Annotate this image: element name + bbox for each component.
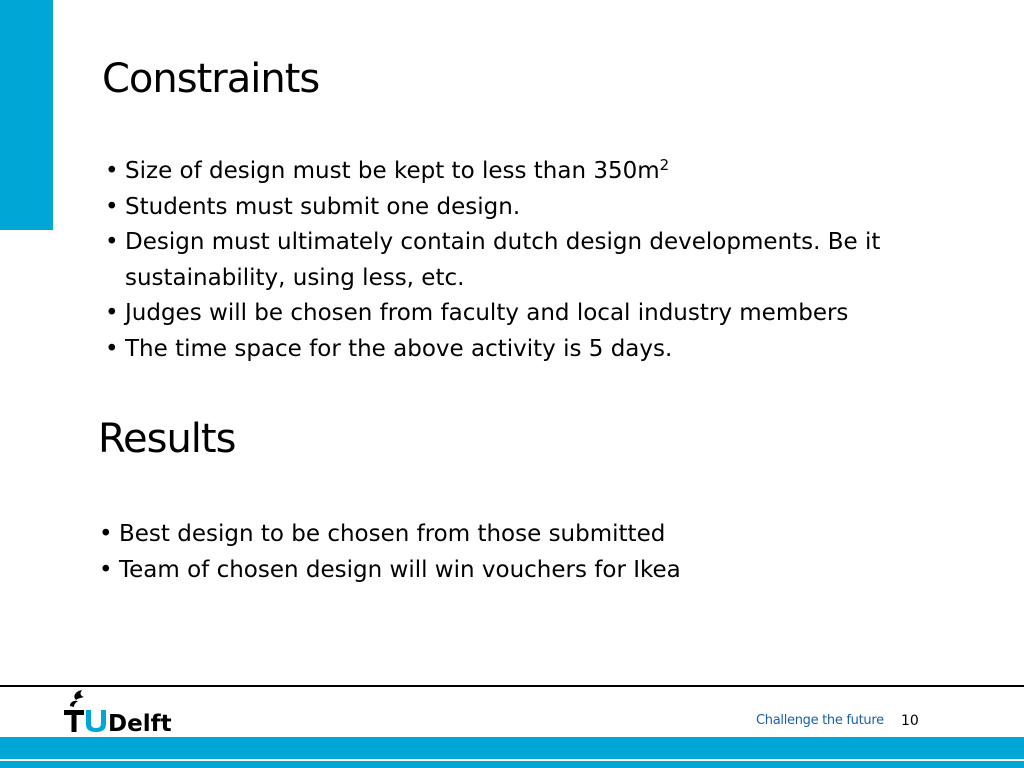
bullet-icon: • <box>99 521 113 547</box>
list-item-text: Best design to be chosen from those submitted <box>119 521 666 547</box>
constraints-title: Constraints <box>102 56 320 102</box>
list-item-text: The time space for the above activity is 5 days. <box>125 335 673 362</box>
list-item-text: Team of chosen design will win vouchers for Ikea <box>119 556 681 583</box>
superscript: 2 <box>659 156 670 174</box>
footer-tagline: Challenge the future <box>756 713 884 728</box>
list-item <box>99 517 919 553</box>
accent-bar <box>0 0 53 230</box>
list-item <box>105 225 925 296</box>
bullet-icon: • <box>105 193 119 220</box>
list-item-text: Size of design must be kept to less than 350m <box>125 158 660 184</box>
list-item <box>99 553 919 589</box>
list-item <box>105 190 925 226</box>
bullet-icon: • <box>105 335 119 362</box>
bullet-icon: • <box>105 300 119 326</box>
footer-band <box>0 737 1024 759</box>
bullet-icon: • <box>99 556 113 583</box>
tudelft-logo <box>62 690 172 735</box>
list-item <box>105 154 925 190</box>
bullet-icon: • <box>105 158 119 184</box>
constraints-list <box>105 154 925 367</box>
bullet-icon: • <box>105 229 119 255</box>
list-item-text: Students must submit one design. <box>125 193 521 220</box>
results-list <box>99 517 919 588</box>
list-item-text: Design must ultimately contain dutch design developments. Be it sustainability, using less, etc. <box>125 229 881 291</box>
results-title: Results <box>98 416 236 462</box>
footer-divider <box>0 685 1024 687</box>
list-item <box>105 296 925 332</box>
list-item-text: Judges will be chosen from faculty and local industry members <box>125 300 849 326</box>
page-number: 10 <box>901 713 919 729</box>
svg-text:Delft: Delft <box>108 711 172 735</box>
footer-band-bottom <box>0 761 1024 768</box>
list-item <box>105 332 925 368</box>
